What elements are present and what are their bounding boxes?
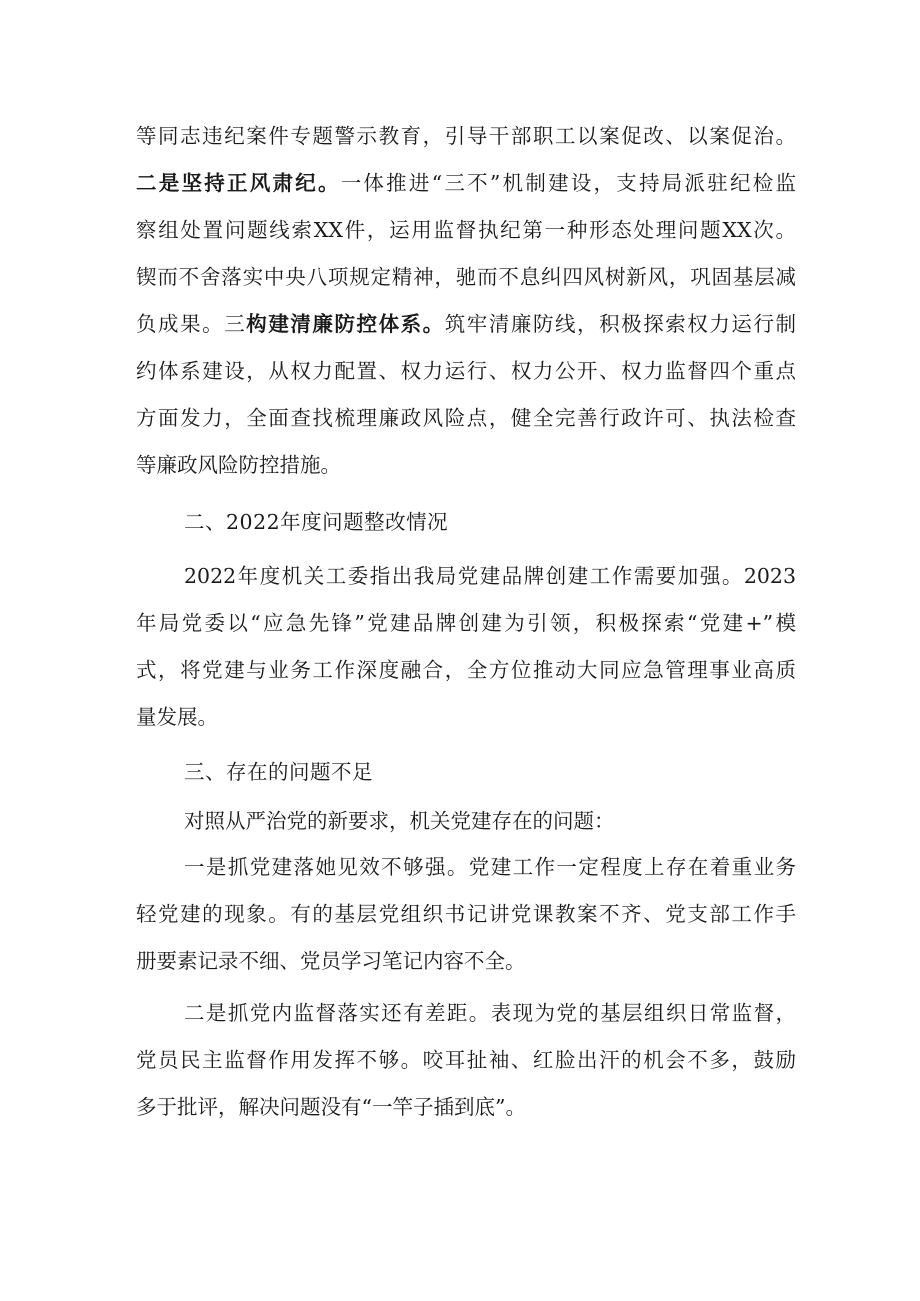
section-heading: 二、2022年度问题整改情况 — [184, 510, 449, 534]
paragraph-text: 负成果。三 — [136, 312, 247, 336]
paragraph-text: 筑牢清廉防线，积极探索权力运行制 — [444, 312, 796, 336]
paragraph-text: 一体推进“三不”机制建设，支持局派驻纪检监 — [340, 171, 796, 195]
paragraph-line: 方面发力，全面查找梳理廉政风险点，健全完善行政许可、执法检查 — [136, 406, 796, 430]
paragraph-line: 锲而不舍落实中央八项规定精神，驰而不息纠四风树新风，巩固基层减 — [136, 265, 796, 289]
paragraph-line: 轻党建的现象。有的基层党组织书记讲党课教案不齐、党支部工作手 — [136, 902, 796, 926]
paragraph-line — [136, 168, 796, 198]
bold-lead-text: 构建清廉防控体系。 — [246, 312, 445, 336]
paragraph-line: 册要素记录不细、党员学习笔记内容不全。 — [136, 949, 526, 973]
paragraph-line: 2022年度机关工委指出我局党建品牌创建工作需要加强。2023 — [184, 564, 796, 588]
paragraph-line: 察组处置问题线索XX件，运用监督执纪第一种形态处理问题XX次。 — [136, 218, 796, 242]
section-heading: 三、存在的问题不足 — [184, 760, 373, 784]
paragraph-line: 对照从严治党的新要求，机关党建存在的问题： — [184, 809, 615, 833]
paragraph-line: 量发展。 — [136, 705, 218, 729]
paragraph-line — [136, 309, 796, 339]
paragraph-line: 等同志违纪案件专题警示教育，引导干部职工以案促改、以案促治。 — [136, 124, 796, 148]
bold-lead-text: 二是坚持正风肃纪。 — [136, 171, 341, 195]
paragraph-line: 多于批评，解决问题没有“一竿子插到底”。 — [136, 1095, 526, 1119]
paragraph-line: 党员民主监督作用发挥不够。咬耳扯袖、红脸出汗的机会不多，鼓励 — [136, 1048, 796, 1072]
paragraph-line: 约体系建设，从权力配置、权力运行、权力公开、权力监督四个重点 — [136, 359, 796, 383]
paragraph-line: 式，将党建与业务工作深度融合，全方位推动大同应急管理事业高质 — [136, 658, 796, 682]
paragraph-line: 等廉政风险防控措施。 — [136, 453, 341, 477]
paragraph-line: 二是抓党内监督落实还有差距。表现为党的基层组织日常监督， — [184, 1001, 796, 1025]
paragraph-line: 年局党委以“应急先锋”党建品牌创建为引领，积极探索“党建+”模 — [136, 611, 796, 635]
paragraph-line: 一是抓党建落她见效不够强。党建工作一定程度上存在着重业务 — [184, 855, 796, 879]
